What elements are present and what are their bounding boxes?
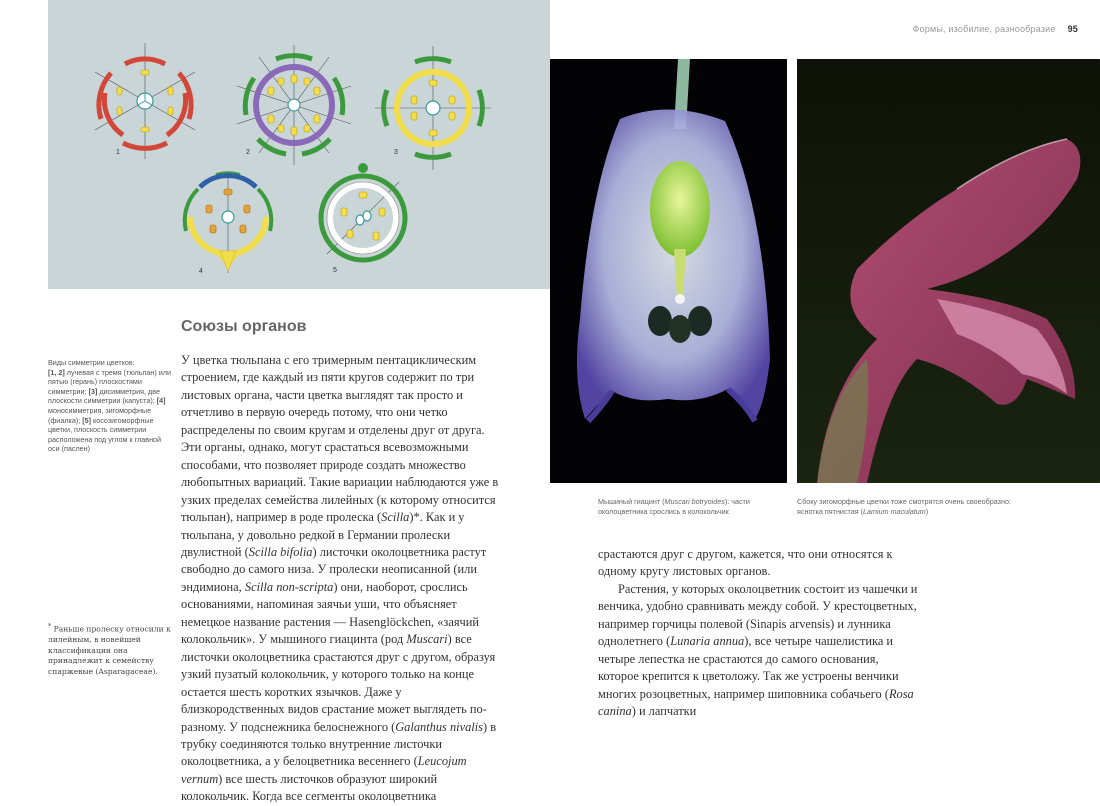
taxon-name: Scilla bifolia <box>248 544 313 559</box>
photo-muscari <box>550 59 787 483</box>
paragraph: срастаются друг с другом, кажется, что они относятся к одному кругу листовых органов. <box>598 547 893 579</box>
caption-marker-1-2: [1, 2] <box>48 367 65 377</box>
caption-run: Сбоку зигоморфные цветки тоже смотрятся очень своеобразно: яснотка пятнистая ( <box>797 497 1011 516</box>
caption-run: ): части околоцветника срослись в колокольчик <box>598 497 750 516</box>
text-run: ) и лапчатки <box>631 704 697 719</box>
caption-run: ) <box>925 506 929 516</box>
diagram-label-1: 1 <box>116 149 120 156</box>
body-column-1 <box>181 352 503 806</box>
taxon-name: Lunaria annua <box>670 634 745 649</box>
photo-caption-lamium <box>797 497 1037 517</box>
diagram-label-3: 3 <box>394 149 398 156</box>
diagram-4-zygomorphic <box>185 173 272 273</box>
caption-taxon: Muscari botryoides <box>664 497 725 506</box>
footnote <box>48 622 173 677</box>
section-title: Союзы органов <box>181 318 307 335</box>
running-title: Формы, изобилие, разнообразие <box>912 24 1056 34</box>
muscari-flower-illustration <box>550 59 787 483</box>
taxon-name: Scilla non-scripta <box>244 579 334 594</box>
diagram-label-2: 2 <box>246 149 250 156</box>
caption-marker-4: [4] <box>156 396 166 406</box>
caption-text-3: дисимметрия, две плоскости симметрии (капуста); <box>48 386 160 406</box>
photo-caption-muscari <box>598 497 783 517</box>
paragraph <box>598 581 921 721</box>
text-run: ) все шесть листочков образуют широкий колокольчик. Когда все сегменты околоцветника <box>181 771 438 804</box>
text-run: )*. Как и у тюльпана, у довольно редкой в Германии пролески двулистной ( <box>181 510 465 559</box>
diagram-1-radial-three <box>95 43 195 159</box>
text-run: ), все четыре чашелистика и четыре лепестка не срастаются до самого основания, которое крепится к цветоложу. Так же устроены венчики многих розоцветных, например шиповника собачьего ( <box>598 634 899 701</box>
lamium-flower-illustration <box>797 59 1100 483</box>
paragraph <box>181 352 503 806</box>
flower-symmetry-diagrams <box>48 0 550 289</box>
caption-marker-5: [5] <box>82 415 92 425</box>
caption-marker-3: [3] <box>88 386 98 396</box>
text-run: ) листочки околоцветника растут свободно до самого низа. У пролески неописанной (или эндимиона, <box>181 544 487 594</box>
text-run: У цветка тюльпана с его тримерным пентациклическим строением, где каждый из пяти кругов содержит по три листовых органа, части цветка выглядят так просто и отчетливо в первую очередь потому, что они четко распределены по своим кругам и отделены друг от друга. Эти органы, однако, могут срастаться всевозможными способами, что позволяет природе создать множество любопытных вариаций. Такие вариации наблюдаются уже в узких пределах семейства лилейных (к которому относится тюльпан), например в роде пролеска ( <box>181 353 499 525</box>
text-run: ) в трубку соединяются только внутренние листочки околоцветника, а у белоцветника весеннего ( <box>181 719 497 769</box>
text-run: Растения, у которых околоцветник состоит из чашечки и венчика, удобно сравнивать между собой. У крестоцветных, например горчицы полевой (Sinapis arvensis) и лунника однолетнего ( <box>598 581 918 649</box>
taxon-name: Leucojum vernum <box>181 754 467 786</box>
running-header <box>913 24 1079 34</box>
footnote-text: Раньше пролеску относили к лилейным, в новейшей классификации она принадлежит к семейству спаржевые (Asparagaceae). <box>48 624 171 676</box>
photo-lamium <box>797 59 1100 483</box>
diagram-caption <box>48 358 173 454</box>
page-number: 95 <box>1067 24 1078 34</box>
text-run: ) все листочки околоцветника срастаются друг с другом, образуя узкий пузатый колокольчик, у которого только на конце остается шесть коротких язычков. Даже у близкородственных видов срастание может выглядеть по-разному. У подснежника белоснежного ( <box>181 632 496 734</box>
caption-text-5: косозигоморфные цветки, плоскость симметрии расположена под углом к главной оси (паслен) <box>48 415 162 454</box>
diagram-3-disymmetric <box>375 46 491 170</box>
caption-taxon: Lamium maculatum <box>863 506 926 516</box>
caption-intro: Виды симметрии цветков: <box>48 358 135 367</box>
caption-run: Мышиный гиацинт ( <box>598 497 665 506</box>
footnote-marker: * <box>48 623 52 630</box>
caption-text-4: моносимметрия, зигоморфные (фиалка); <box>48 405 152 425</box>
symmetry-diagram-panel <box>48 0 550 289</box>
diagram-label-5: 5 <box>333 267 337 274</box>
caption-text-1-2: лучевая с тремя (тюльпан) или пятью (герань) плоскостями симметрии; <box>48 367 171 396</box>
diagram-2-radial-five <box>237 45 351 165</box>
taxon-name: Rosa canina <box>598 686 914 719</box>
taxon-name: Muscari <box>406 632 448 647</box>
diagram-label-4: 4 <box>199 268 203 275</box>
text-run: ) они, наоборот, срослись основаниями, напоминая заячьи уши, что объясняет немецкое название растения — Hasenglöckchen, «заячий колокольчик». У мышиного гиацинта (род <box>181 579 480 647</box>
body-column-2 <box>598 546 921 721</box>
taxon-name: Galanthus nivalis <box>395 719 484 734</box>
diagram-5-oblique-zygomorphic <box>321 163 405 260</box>
taxon-name: Scilla <box>381 510 410 525</box>
